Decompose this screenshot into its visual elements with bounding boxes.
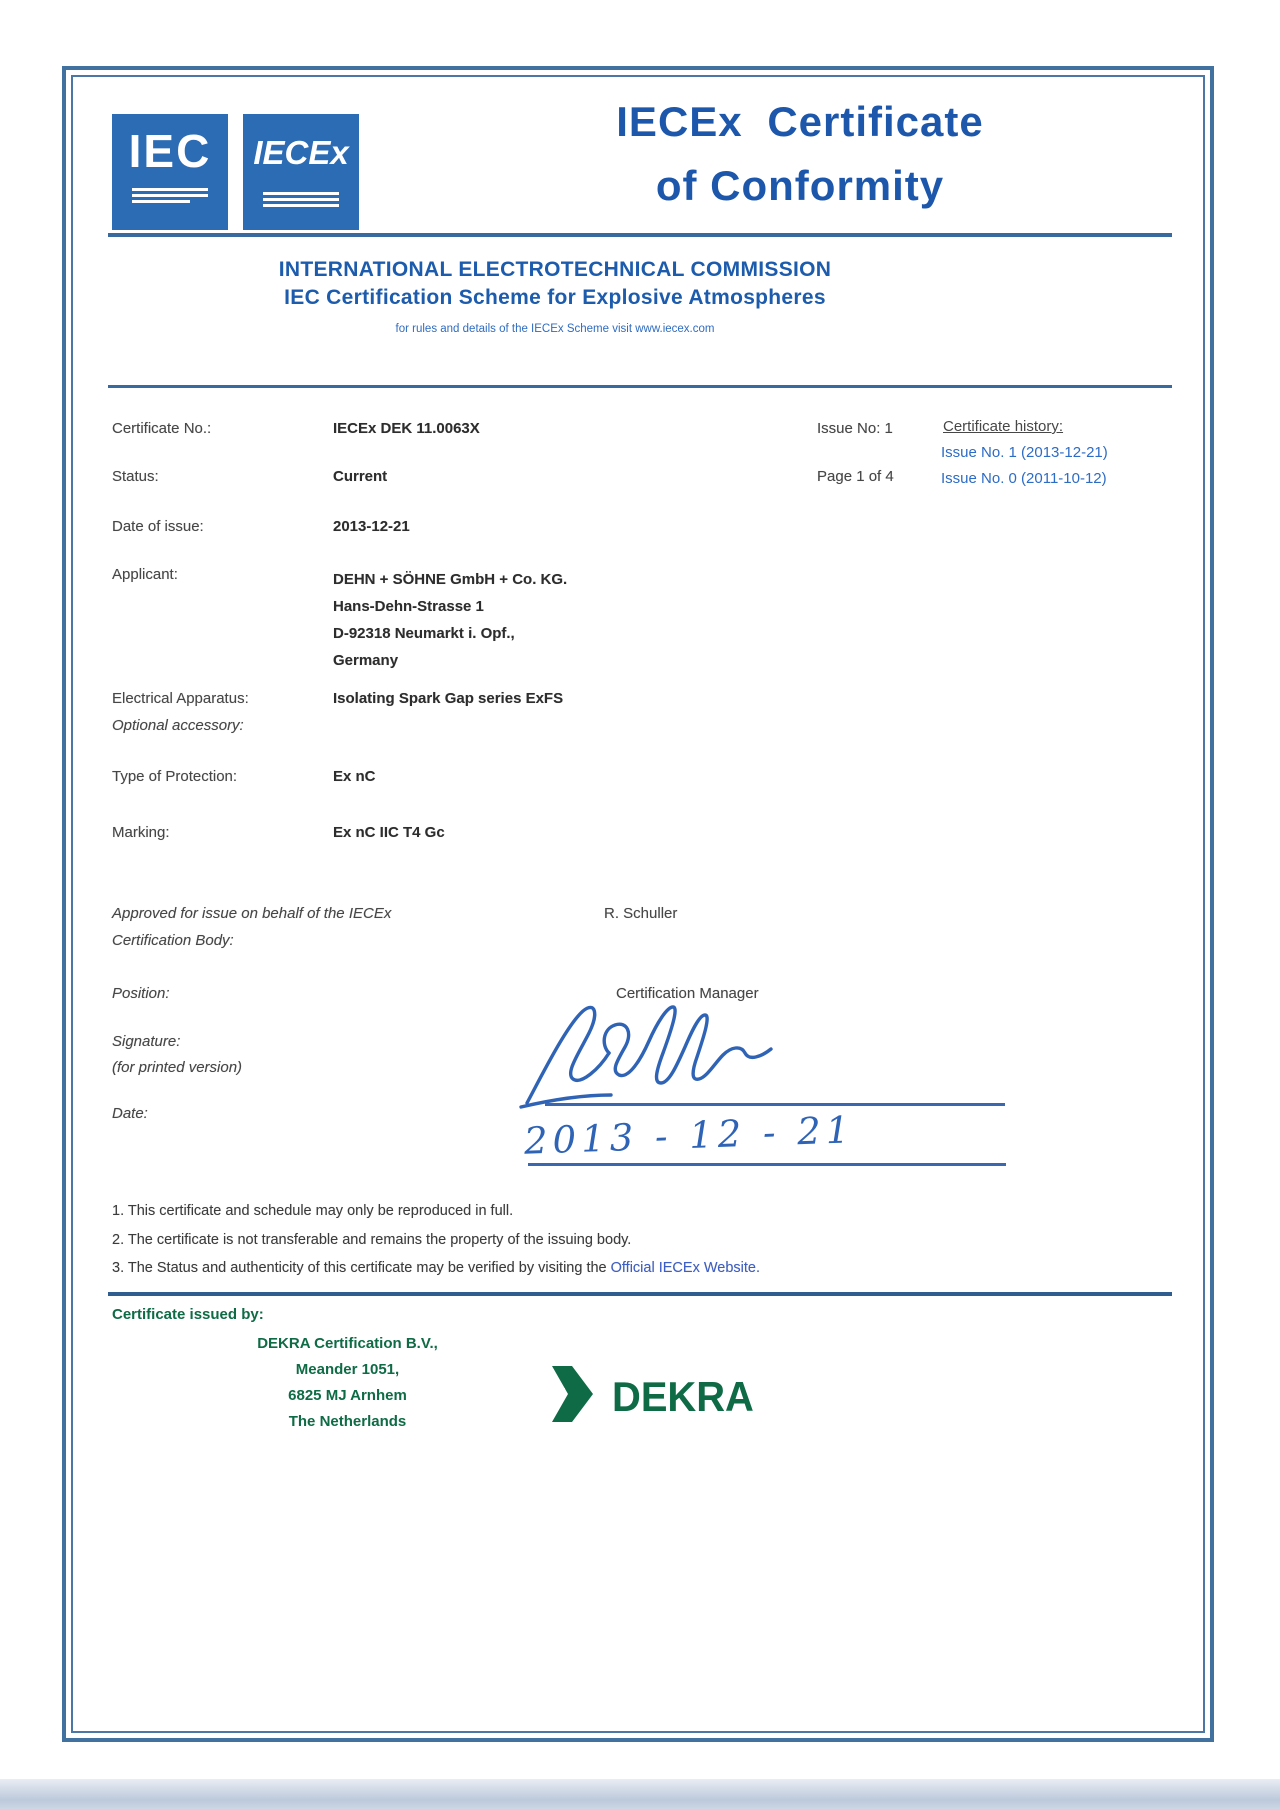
approved-by-label-line2: Certification Body: [112,932,234,949]
marking-value: Ex nC IIC T4 Gc [333,824,445,841]
iecex-logo [243,114,359,230]
applicant-line-4: Germany [333,652,399,669]
issuer-address-line-3: The Netherlands [288,1413,407,1430]
approver-name: R. Schuller [604,905,678,922]
title-line-1: IECEx Certificate [616,98,984,145]
issuer-label: Certificate issued by: [112,1306,264,1323]
protection-value: Ex nC [333,768,376,785]
approved-by-label-line1: Approved for issue on behalf of the IECEx [112,905,392,922]
iecex-logo-bars [263,192,339,207]
page-indicator: Page 1 of 4 [817,468,894,485]
optional-accessory-label: Optional accessory: [112,717,244,734]
scan-edge [0,1779,1280,1809]
signature-date-label: Date: [112,1105,148,1122]
apparatus-value: Isolating Spark Gap series ExFS [333,690,564,707]
iec-logo-text: IEC [128,125,212,177]
applicant-line-2: Hans-Dehn-Strasse 1 [333,598,484,615]
iec-logo [112,114,228,230]
certificate-title [520,98,1080,210]
iec-logo-bars [132,188,208,203]
apparatus-label: Electrical Apparatus: [112,690,249,707]
signature-scribble [515,995,795,1120]
scheme-note: for rules and details of the IECEx Scheme visit www.iecex.com [395,323,715,335]
status-value: Current [333,468,388,485]
date-of-issue-label: Date of issue: [112,518,204,535]
applicant-line-3: D-92318 Neumarkt i. Opf., [333,625,515,642]
commission-block [110,258,1000,335]
marking-label: Marking: [112,824,170,841]
note-1: 1. This certificate and schedule may only be reproduced in full. [112,1203,514,1219]
signature-label: Signature: [112,1033,181,1050]
issuer-address-line-1: Meander 1051, [295,1361,400,1378]
section-rule [108,385,1172,388]
footer-rule [108,1292,1172,1296]
type-of-protection-label: Type of Protection: [112,768,238,785]
dekra-wordmark: DEKRA [612,1372,755,1420]
dekra-logo [550,1363,762,1430]
history-item-1: Issue No. 1 (2013-12-21) [941,444,1108,461]
official-website-link[interactable]: Official IECEx Website. [610,1260,760,1276]
note-3 [112,1260,760,1276]
title-line-2: of Conformity [655,162,945,209]
header-rule [108,233,1172,237]
scheme-name: IEC Certification Scheme for Explosive Atmospheres [284,286,826,309]
date-of-issue-value: 2013-12-21 [333,518,410,535]
position-label: Position: [112,985,170,1002]
issuer-address-line-2: 6825 MJ Arnhem [288,1387,407,1404]
position-value: Certification Manager [616,985,759,1002]
signed-date-line [528,1163,1006,1166]
signature-line [545,1103,1005,1106]
certificate-no-label: Certificate No.: [112,420,212,437]
signed-date: 2013 - 12 - 21 [523,1108,856,1163]
applicant-line-1: DEHN + SÖHNE GmbH + Co. KG. [333,571,568,588]
issuer-address-block [230,1331,465,1435]
certificate-history-label: Certificate history: [943,418,1064,435]
iecex-logo-text: IECEx [253,134,349,171]
applicant-address [333,566,567,674]
issue-no: Issue No: 1 [817,420,893,437]
signature-note: (for printed version) [112,1059,243,1076]
certificate-no-value: IECEx DEK 11.0063X [333,420,480,437]
commission-name: INTERNATIONAL ELECTROTECHNICAL COMMISSION [278,258,832,281]
note-2: 2. The certificate is not transferable and remains the property of the issuing body. [112,1232,632,1248]
note-3-text: 3. The Status and authenticity of this certificate may be verified by visiting the [112,1260,607,1276]
history-item-2: Issue No. 0 (2011-10-12) [941,470,1107,487]
issuer-name: DEKRA Certification B.V., [257,1335,438,1352]
applicant-label: Applicant: [112,566,178,583]
status-label: Status: [112,468,159,485]
dekra-arrow-icon [550,1363,594,1430]
